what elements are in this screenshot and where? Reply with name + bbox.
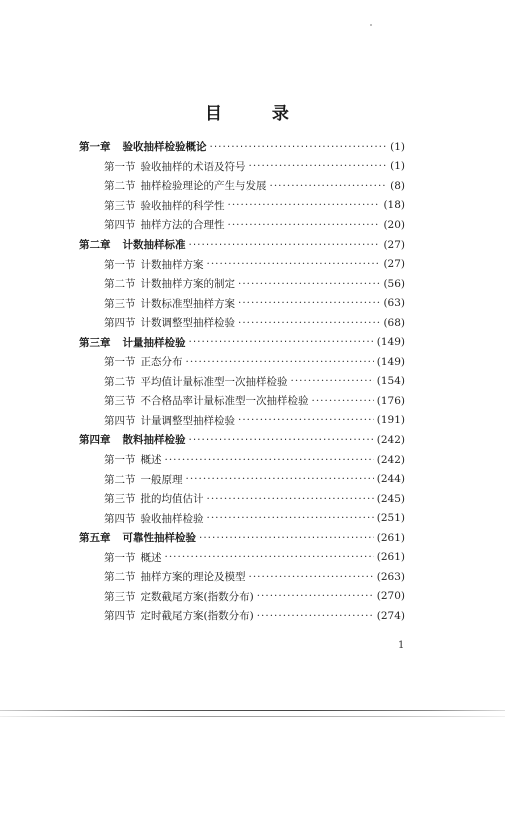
leader-dots — [189, 239, 381, 251]
section-entry — [79, 254, 405, 274]
section-title: 正态分布 — [140, 356, 183, 369]
leader-dots — [186, 356, 374, 368]
section-number: 第二节 — [104, 375, 136, 388]
section-page: (18) — [383, 199, 405, 212]
section-entry — [79, 587, 405, 607]
section-title: 计数抽样方案的制定 — [140, 278, 235, 291]
section-entry — [79, 293, 405, 313]
section-entry — [79, 176, 405, 196]
section-title: 抽样检验理论的产生与发展 — [140, 180, 267, 193]
section-entry — [79, 196, 405, 216]
leader-dots — [207, 493, 374, 505]
section-entry — [79, 411, 405, 431]
section-number: 第三节 — [104, 297, 136, 310]
leader-dots — [238, 278, 380, 290]
leader-dots — [249, 160, 388, 172]
leader-dots — [207, 258, 381, 270]
leader-dots — [165, 551, 374, 563]
section-entry — [79, 372, 405, 392]
section-number: 第二节 — [104, 278, 136, 291]
leader-dots — [238, 414, 374, 426]
section-entry — [79, 547, 405, 567]
chapter-number: 第二章 — [79, 239, 111, 251]
leader-dots — [257, 610, 374, 622]
section-title: 抽样方法的合理性 — [140, 219, 225, 232]
section-title: 概述 — [140, 551, 162, 564]
chapter-entry — [79, 528, 405, 548]
section-title: 抽样方案的理论及模型 — [140, 571, 246, 584]
chapter-number: 第四章 — [79, 434, 111, 447]
section-number: 第三节 — [104, 395, 136, 408]
section-title: 平均值计量标准型一次抽样检验 — [140, 375, 288, 388]
chapter-page: (149) — [376, 336, 405, 349]
page-title: 目 录 — [205, 104, 311, 124]
section-title: 验收抽样检验 — [140, 512, 204, 525]
section-number: 第一节 — [104, 356, 136, 369]
section-page: (251) — [376, 512, 405, 525]
section-title: 计数抽样方案 — [140, 258, 204, 271]
section-page: (263) — [376, 570, 405, 583]
leader-dots — [291, 375, 374, 387]
section-page: (274) — [376, 609, 405, 622]
scan-rule-bottom — [0, 716, 505, 717]
chapter-title: 散料抽样检验 — [122, 434, 186, 447]
chapter-entry — [79, 430, 405, 450]
section-entry — [79, 567, 405, 587]
section-entry — [79, 215, 405, 235]
section-page: (244) — [376, 473, 405, 486]
chapter-page: (261) — [376, 531, 405, 544]
chapter-title: 可靠性抽样检验 — [122, 532, 196, 545]
section-page: (176) — [376, 394, 405, 407]
section-page: (242) — [376, 453, 405, 466]
chapter-entry — [79, 235, 405, 255]
section-page: (63) — [383, 297, 405, 310]
section-title: 批的均值估计 — [140, 493, 204, 506]
section-title: 计量调整型抽样检验 — [140, 414, 235, 427]
chapter-entry — [79, 137, 405, 157]
section-number: 第四节 — [104, 414, 136, 427]
section-page: (27) — [383, 258, 405, 271]
section-title: 概述 — [140, 454, 162, 467]
page-number: 1 — [398, 640, 405, 651]
chapter-number: 第一章 — [79, 141, 111, 154]
leader-dots — [249, 571, 374, 583]
chapter-title: 计数抽样标准 — [122, 239, 186, 251]
leader-dots — [228, 199, 381, 211]
section-number: 第一节 — [104, 258, 136, 271]
leader-dots — [189, 336, 374, 348]
section-number: 第一节 — [104, 551, 136, 564]
chapter-page: (1) — [390, 140, 405, 153]
section-number: 第三节 — [104, 199, 136, 212]
section-number: 第四节 — [104, 317, 136, 330]
section-entry — [79, 274, 405, 294]
section-entry — [79, 508, 405, 528]
chapter-number: 第三章 — [79, 336, 111, 349]
section-number: 第一节 — [104, 454, 136, 467]
section-title: 一般原理 — [140, 473, 183, 486]
section-page: (20) — [383, 218, 405, 231]
section-number: 第一节 — [104, 160, 136, 173]
chapter-number: 第五章 — [79, 532, 111, 545]
leader-dots — [270, 180, 388, 192]
section-number: 第二节 — [104, 473, 136, 486]
scan-speck — [370, 24, 372, 26]
leader-dots — [199, 532, 374, 544]
scan-rule-top — [0, 710, 505, 711]
section-number: 第三节 — [104, 493, 136, 506]
chapter-title: 计量抽样检验 — [122, 336, 186, 349]
section-number: 第二节 — [104, 180, 136, 193]
section-entry — [79, 313, 405, 333]
leader-dots — [312, 395, 374, 407]
section-number: 第三节 — [104, 590, 136, 603]
section-title: 验收抽样的术语及符号 — [140, 160, 246, 173]
leader-dots — [238, 297, 380, 309]
section-page: (191) — [376, 414, 405, 427]
chapter-entry — [79, 332, 405, 352]
section-page: (245) — [376, 492, 405, 505]
leader-dots — [207, 512, 374, 524]
section-page: (149) — [376, 355, 405, 368]
section-title: 定数截尾方案(指数分布) — [140, 590, 254, 603]
table-of-contents — [79, 137, 405, 626]
section-title: 验收抽样的科学性 — [140, 199, 225, 212]
leader-dots — [189, 434, 374, 446]
chapter-page: (242) — [376, 433, 405, 446]
section-page: (8) — [390, 179, 405, 192]
section-title: 不合格品率计量标准型一次抽样检验 — [140, 395, 309, 408]
section-entry — [79, 352, 405, 372]
section-page: (154) — [376, 375, 405, 388]
section-number: 第四节 — [104, 219, 136, 232]
section-entry — [79, 606, 405, 626]
section-entry — [79, 489, 405, 509]
section-entry — [79, 157, 405, 177]
section-title: 计数标准型抽样方案 — [140, 297, 235, 310]
section-page: (270) — [376, 590, 405, 603]
section-page: (1) — [390, 160, 405, 173]
chapter-title: 验收抽样检验概论 — [122, 141, 207, 154]
section-page: (261) — [376, 551, 405, 564]
section-entry — [79, 391, 405, 411]
section-page: (68) — [383, 316, 405, 329]
section-number: 第四节 — [104, 610, 136, 623]
section-number: 第二节 — [104, 571, 136, 584]
section-entry — [79, 469, 405, 489]
section-entry — [79, 450, 405, 470]
section-number: 第四节 — [104, 512, 136, 525]
leader-dots — [257, 590, 374, 602]
section-title: 计数调整型抽样检验 — [140, 317, 235, 330]
leader-dots — [165, 454, 374, 466]
leader-dots — [186, 473, 374, 485]
leader-dots — [228, 219, 381, 231]
section-title: 定时截尾方案(指数分布) — [140, 610, 254, 623]
leader-dots — [238, 317, 380, 329]
chapter-page: (27) — [383, 238, 405, 251]
section-page: (56) — [383, 277, 405, 290]
leader-dots — [210, 141, 388, 153]
